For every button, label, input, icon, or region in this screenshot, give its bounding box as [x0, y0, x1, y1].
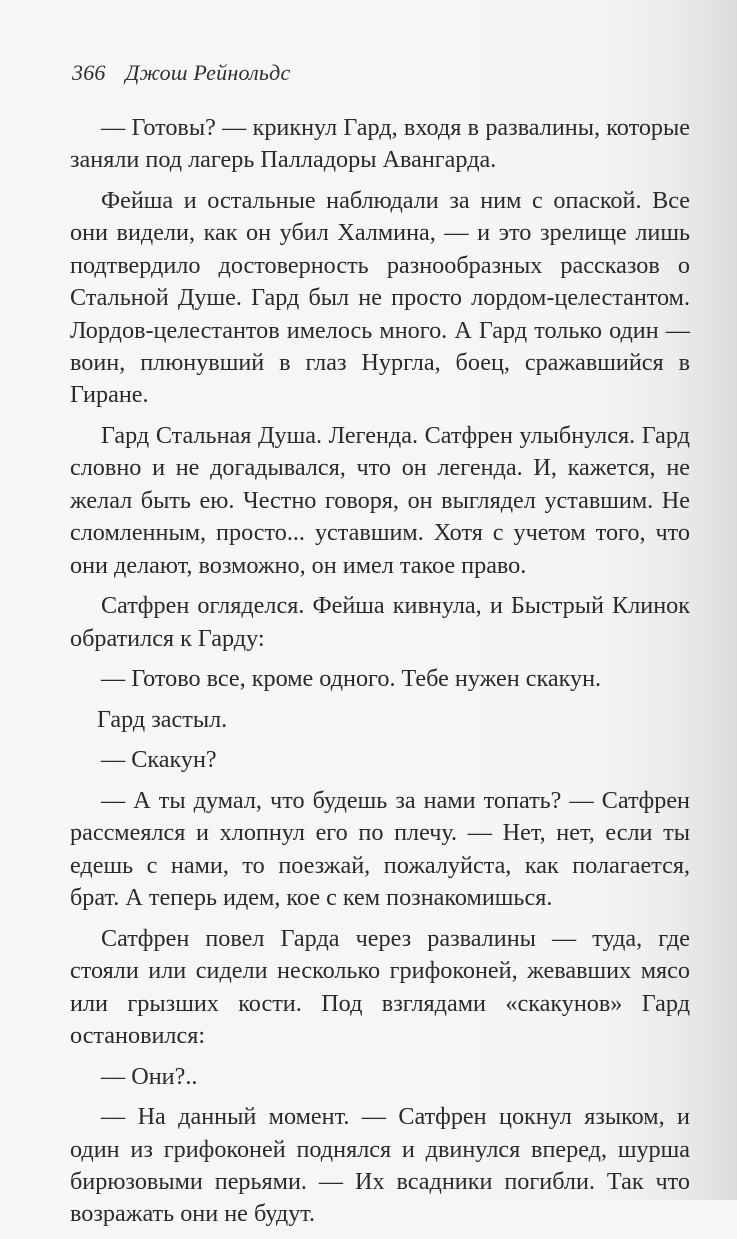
paragraph: Сатфрен огляделся. Фейша кивнула, и Быстрый Клинок обратился к Гарду:	[70, 592, 690, 652]
page-number: 366	[72, 60, 106, 85]
paragraph: Фейша и остальные наблюдали за ним с опаской. Все они видели, как он убил Халмина, — и это зрелище лишь подтвердило достоверность разнообразных рассказов о Стальной Душе. Гард был не просто лордом-целестантом. Лордов-целестантов имелось много. А Гард только один — воин, плюнувший в глаз Нургла, боец, сражавшийся в Гиране.	[70, 187, 690, 409]
paragraph: — На данный момент. — Сатфрен цокнул языком, и один из грифоконей поднялся и двинулся вперед, шурша бирюзовыми перьями. — Их всадники погибли. Так что возражать они не будут.	[70, 1103, 690, 1228]
paragraph: Сатфрен повел Гарда через развалины — туда, где стояли или сидели несколько грифоконей, жевавших мясо или грызших кости. Под взглядами «скакунов» Гард остановился:	[70, 924, 690, 1050]
paragraph: — Скакун?	[101, 746, 217, 774]
body-text	[70, 112, 690, 1239]
running-header	[72, 60, 290, 86]
paragraph: Гард Стальная Душа. Легенда. Сатфрен улыбнулся. Гард словно и не догадывался, что он легенда. И, кажется, не желал быть ею. Честно говоря, он выглядел уставшим. Не сломленным, просто... уставшим. Хотя с учетом того, что они делают, возможно, он имел такое право.	[70, 422, 690, 579]
paragraph: — Готово все, кроме одного. Тебе нужен скакун.	[101, 665, 602, 693]
paragraph: — Готовы? — крикнул Гард, входя в развалины, которые заняли под лагерь Палладоры Авангарда.	[70, 114, 690, 174]
paragraph: — А ты думал, что будешь за нами топать? — Сатфрен рассмеялся и хлопнул его по плечу. — Нет, нет, если ты едешь с нами, то поезжай, пожалуйста, как полагается, брат. А теперь идем, кое с кем познакомишься.	[70, 787, 690, 912]
paragraph: — Они?..	[101, 1062, 198, 1090]
author-name: Джош Рейнольдс	[125, 60, 291, 85]
paragraph: Гард застыл.	[97, 705, 228, 733]
